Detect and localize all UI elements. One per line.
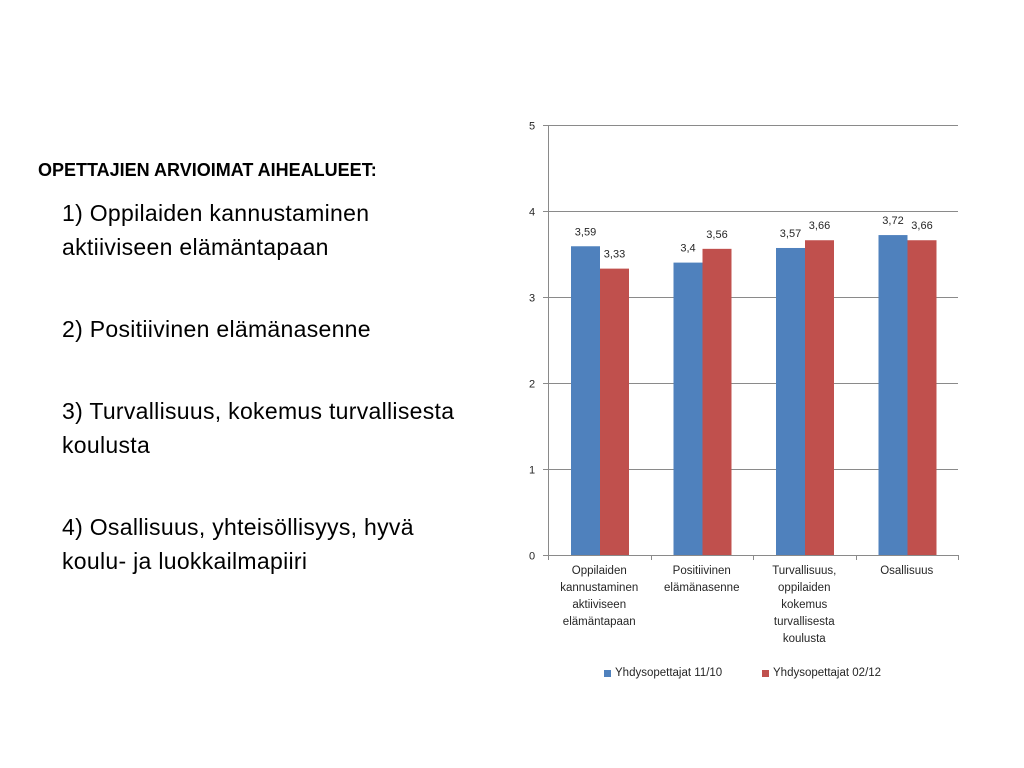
data-label: 3,33: [603, 248, 626, 261]
y-tick-label: 2: [528, 378, 536, 391]
legend-label: Yhdysopettajat 02/12: [773, 667, 882, 679]
data-label: 3,72: [882, 215, 904, 228]
x-category-label: Turvallisuus, oppilaiden kokemus turvallisesta koulusta: [772, 565, 837, 645]
bar-chart: [500, 100, 980, 700]
y-tick-label: 0: [528, 550, 536, 563]
y-tick-label: 3: [528, 292, 536, 305]
bar: [908, 240, 937, 555]
data-label: 3,57: [779, 227, 802, 240]
bar: [805, 240, 834, 555]
list-item: [62, 510, 454, 578]
bar: [600, 269, 629, 555]
legend-label: Yhdysopettajat 11/10: [615, 667, 723, 679]
list-item-line: 2) Positiivinen elämänasenne: [62, 316, 371, 342]
list-item-line: koulusta: [62, 432, 151, 458]
legend-swatch: [762, 670, 769, 677]
legend-item: [762, 666, 881, 680]
x-category-label: Positiivinen elämänasenne: [664, 565, 740, 594]
legend-item: [604, 666, 722, 680]
list-item-line: 3) Turvallisuus, kokemus turvallisesta: [62, 398, 455, 424]
x-category-label: Osallisuus: [880, 565, 934, 577]
bar: [571, 246, 600, 555]
list-item: [62, 312, 454, 346]
list-item-line: 1) Oppilaiden kannustaminen: [62, 200, 370, 226]
x-category-label: Oppilaiden kannustaminen aktiiviseen elämäntapaan: [560, 565, 639, 628]
list-item-line: aktiiviseen elämäntapaan: [62, 234, 329, 260]
list-item-line: 4) Osallisuus, yhteisöllisyys, hyvä: [62, 514, 414, 540]
data-label: 3,66: [911, 220, 933, 233]
y-tick-label: 4: [528, 206, 536, 219]
bar: [776, 248, 805, 555]
topic-list: [62, 196, 454, 626]
y-tick-label: 5: [528, 120, 536, 133]
legend-swatch: [604, 670, 611, 677]
list-item: [62, 394, 454, 462]
bar: [674, 263, 703, 555]
bar: [703, 249, 732, 555]
list-item: [62, 196, 454, 264]
data-label: 3,66: [808, 220, 831, 233]
slide-title: OPETTAJIEN ARVIOIMAT AIHEALUEET:: [38, 160, 377, 180]
data-label: 3,59: [574, 226, 597, 239]
bar: [879, 235, 908, 555]
y-tick-label: 1: [528, 464, 536, 477]
data-label: 3,56: [706, 228, 728, 241]
data-label: 3,4: [680, 242, 696, 255]
list-item-line: koulu- ja luokkailmapiiri: [62, 548, 308, 574]
